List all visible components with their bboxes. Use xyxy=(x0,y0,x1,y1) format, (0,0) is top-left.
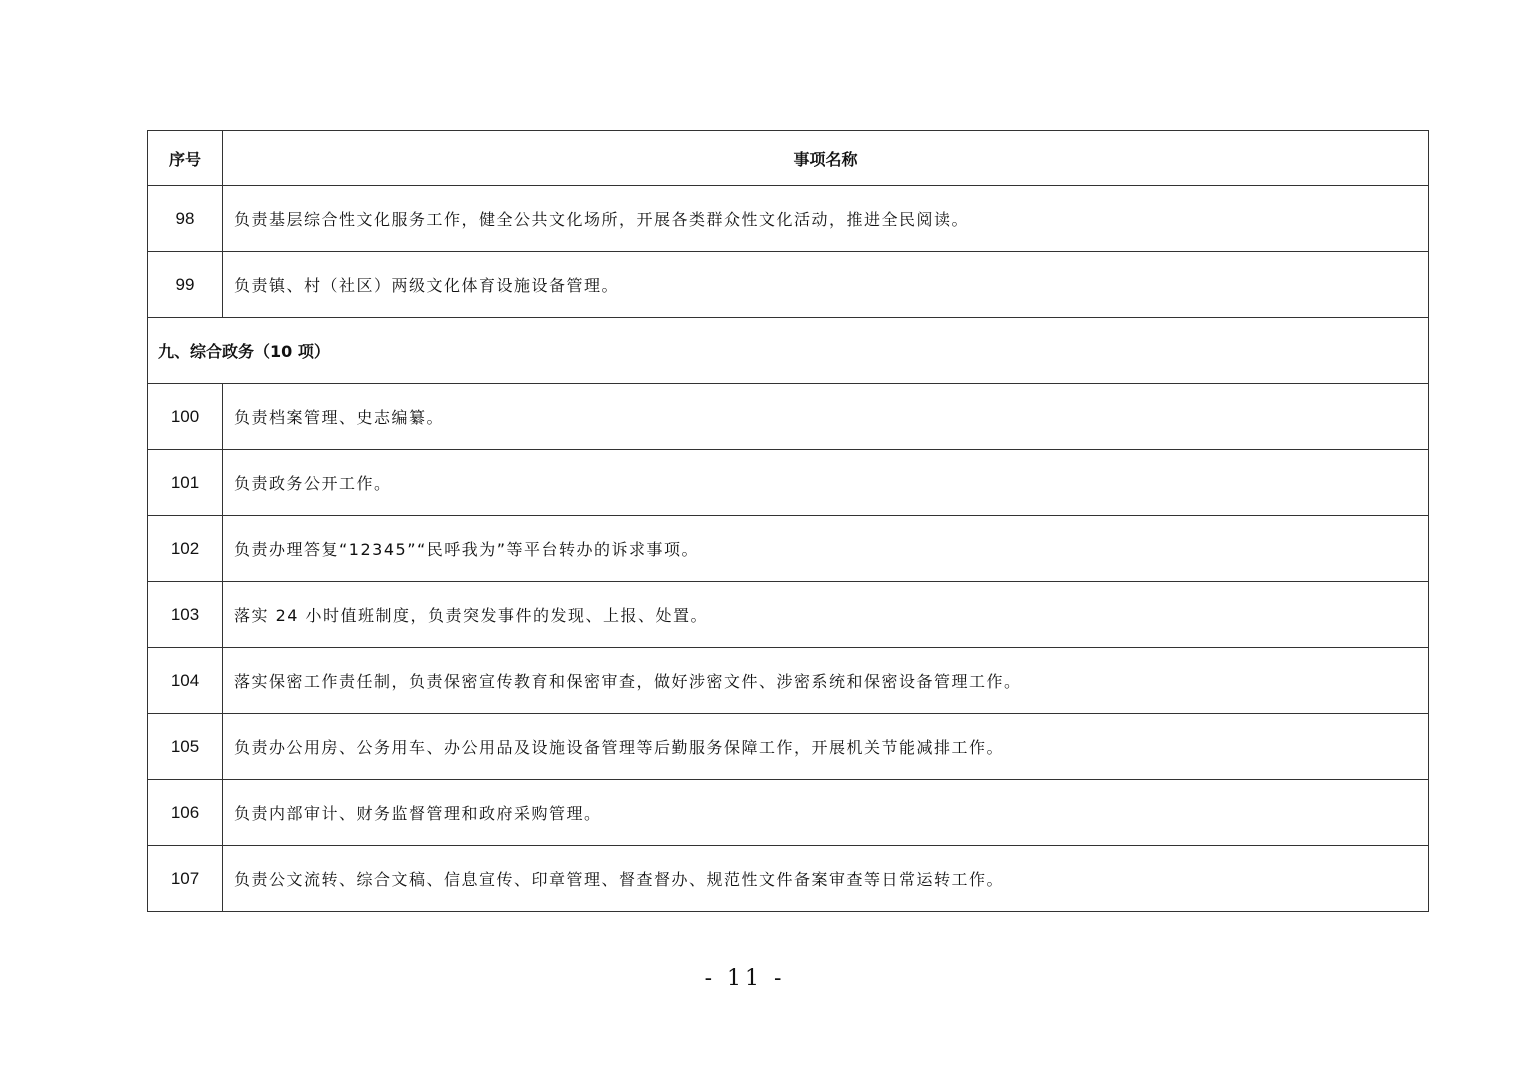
row-item-name: 负责镇、村（社区）两级文化体育设施设备管理。 xyxy=(223,252,1429,318)
table-row xyxy=(148,252,1429,318)
row-item-name: 负责公文流转、综合文稿、信息宣传、印章管理、督查督办、规范性文件备案审查等日常运转工作。 xyxy=(223,846,1429,912)
duty-list-table xyxy=(147,130,1429,912)
table-row xyxy=(148,846,1429,912)
row-number: 100 xyxy=(148,384,223,450)
row-item-name: 落实 24 小时值班制度，负责突发事件的发现、上报、处置。 xyxy=(223,582,1429,648)
row-number: 102 xyxy=(148,516,223,582)
table-row xyxy=(148,516,1429,582)
row-number: 103 xyxy=(148,582,223,648)
row-item-name: 负责办理答复“12345”“民呼我为”等平台转办的诉求事项。 xyxy=(223,516,1429,582)
row-item-name: 负责档案管理、史志编纂。 xyxy=(223,384,1429,450)
row-item-name: 落实保密工作责任制，负责保密宣传教育和保密审查，做好涉密文件、涉密系统和保密设备管理工作。 xyxy=(223,648,1429,714)
table-row xyxy=(148,450,1429,516)
row-item-name: 负责基层综合性文化服务工作，健全公共文化场所，开展各类群众性文化活动，推进全民阅读。 xyxy=(223,186,1429,252)
row-number: 106 xyxy=(148,780,223,846)
column-header-item-name: 事项名称 xyxy=(223,131,1429,186)
table-row xyxy=(148,648,1429,714)
row-number: 107 xyxy=(148,846,223,912)
row-item-name: 负责内部审计、财务监督管理和政府采购管理。 xyxy=(223,780,1429,846)
table-row xyxy=(148,780,1429,846)
section-title: 九、综合政务（10 项） xyxy=(148,318,1429,384)
table-row xyxy=(148,582,1429,648)
row-item-name: 负责办公用房、公务用车、办公用品及设施设备管理等后勤服务保障工作，开展机关节能减排工作。 xyxy=(223,714,1429,780)
section-header-row xyxy=(148,318,1429,384)
row-number: 105 xyxy=(148,714,223,780)
table-row xyxy=(148,186,1429,252)
row-number: 101 xyxy=(148,450,223,516)
row-item-name: 负责政务公开工作。 xyxy=(223,450,1429,516)
table-row xyxy=(148,714,1429,780)
table-header-row xyxy=(148,131,1429,186)
row-number: 99 xyxy=(148,252,223,318)
table-row xyxy=(148,384,1429,450)
row-number: 104 xyxy=(148,648,223,714)
page-number: - 11 - xyxy=(704,966,786,991)
column-header-number: 序号 xyxy=(148,131,223,186)
row-number: 98 xyxy=(148,186,223,252)
